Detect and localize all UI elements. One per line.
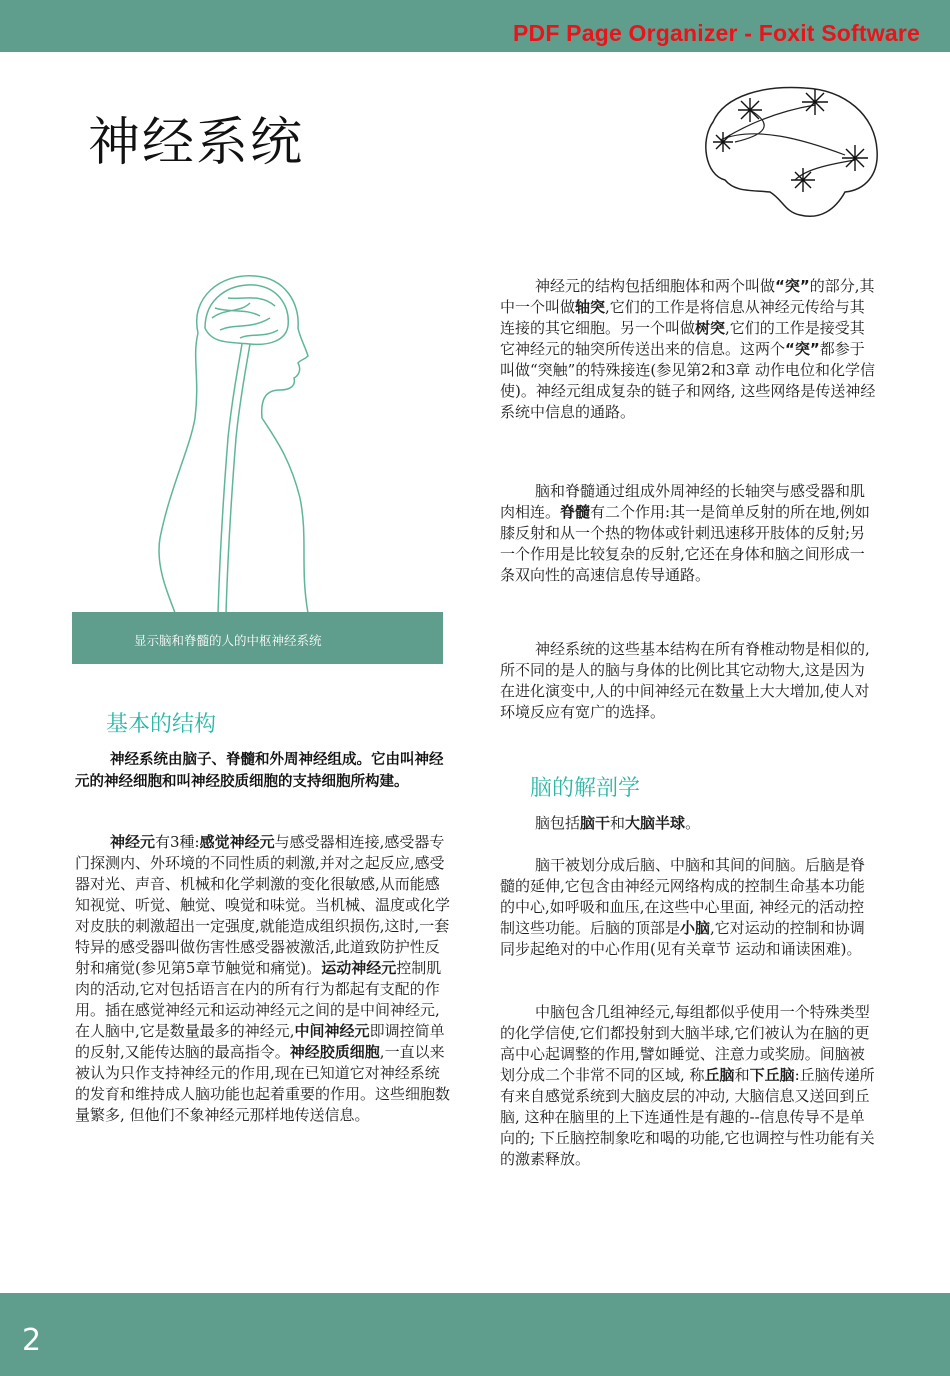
term-dendrite: 树突 <box>695 319 726 337</box>
text-run: 脑干被划分成后脑、中脑和其间的间脑。后脑是脊髓的延伸,它包含由神经元网络构成的控制生命基本功能的中心,如呼吸和血压,在这些中心里面, 神经元的活动控制这些功能。后脑的顶部是 <box>500 856 866 937</box>
intro-paragraph: 神经系统由脑子、脊髓和外周神经组成。它由叫神经元的神经细胞和叫神经胶质细胞的支持细胞所构建。 <box>75 752 444 790</box>
text-run: 和 <box>734 1066 750 1084</box>
midbrain-paragraph <box>500 1002 877 1170</box>
text-run: 有二个作用:其一是简单反射的所在地,例如膝反射和从一个热的物体或针刺迅速移开肢体的反射;另一个作用是比较复杂的反射,它还在身体和脑之间形成一条双向性的高速信息传导通路。 <box>500 503 870 584</box>
text-run: 神经系统的这些基本结构在所有脊椎动物是相似的,所不同的是人的脑与身体的比例比其它动物大,这是因为在进化演变中,人的中间神经元在数量上大大增加,使人对环境反应有宽广的选择。 <box>500 640 870 721</box>
figure-caption: 显示脑和脊髓的人的中枢神经系统 <box>72 612 443 664</box>
human-cns-illustration <box>150 268 320 618</box>
text-run: :丘脑传递所有来自感觉系统到大脑皮层的冲动, 大脑信息又送回到丘脑, 这种在脑里的上下连通性是有趣的--信息传导不是单向的; 下丘脑控制象吃和喝的功能,它也调控与性功能有关的激素释放。 <box>500 1066 875 1168</box>
text-run: 的部分,其中一个叫做 <box>500 277 875 316</box>
term-brainstem: 脑干 <box>580 814 611 832</box>
text-run: 。 <box>685 814 701 832</box>
term-cerebellum: 小脑 <box>680 919 711 937</box>
text-run: 和 <box>610 814 626 832</box>
text-run: ,它们的工作是接受其它神经元的轴突所传送出来的信息。这两个 <box>500 319 865 358</box>
text-run: ,它们的工作是将信息从神经元传给与其连接的其它细胞。另一个叫做 <box>500 298 865 337</box>
term-process: “突” <box>785 340 820 358</box>
brain-parts-paragraph <box>500 813 877 834</box>
term-hypothalamus: 下丘脑 <box>749 1066 795 1084</box>
text-run: ,它对运动的控制和协调同步起绝对的中心作用(见有关章节 运动和诵读困难)。 <box>500 919 865 958</box>
section-heading-brain-anatomy: 脑的解剖学 <box>530 776 641 801</box>
text-run: ,一直以来被认为只作支持神经元的作用,现在已知道它对神经系统的发育和维持成人脑功能也起着重要的作用。这些细胞数量繁多, 但他们不象神经元那样地传送信息。 <box>75 1043 451 1124</box>
text-run: 控制肌肉的活动,它对包括语言在内的所有行为都起有支配的作用。插在感觉神经元和运动神经元之间的是中间神经元,在人脑中,它是数量最多的神经元, <box>75 959 442 1040</box>
term-spinal-cord: 脊髓 <box>560 503 591 521</box>
term-neuron: 神经元 <box>110 833 156 851</box>
text-run: 中脑包含几组神经元,每组都似乎使用一个特殊类型的化学信使,它们都投射到大脑半球,它们被认为在脑的更高中心起调整的作用,譬如睡觉、注意力或奖励。间脑被划分成二个非常不同的区域, 称 <box>500 1003 870 1084</box>
watermark-banner: PDF Page Organizer - Foxit Software <box>512 20 920 46</box>
brainstem-paragraph <box>500 855 877 960</box>
term-sensory-neuron: 感觉神经元 <box>199 833 275 851</box>
term-thalamus: 丘脑 <box>704 1066 735 1084</box>
text-run: 即调控简单的反射,又能传达脑的最高指令。 <box>75 1022 445 1061</box>
bottom-band <box>0 1293 950 1376</box>
spinal-cord-paragraph <box>500 481 877 586</box>
text-run: 脑和脊髓通过组成外周神经的长轴突与感受器和肌肉相连。 <box>500 482 866 521</box>
page-number: 2 <box>22 1323 42 1358</box>
section-heading-basic-structure: 基本的结构 <box>106 712 217 737</box>
text-run: 都参于叫做“突触”的特殊接连(参见第2和3章 动作电位和化学信使)。神经元组成复杂的链子和网络, 这些网络是传送神经系统中信息的通路。 <box>500 340 876 421</box>
page-title: 神经系统 <box>88 113 305 173</box>
term-interneuron: 中间神经元 <box>294 1022 370 1040</box>
term-motor-neuron: 运动神经元 <box>321 959 397 977</box>
term-process: “突” <box>775 277 810 295</box>
term-cerebral-hemispheres: 大脑半球 <box>625 814 686 832</box>
text-run: 神经元的结构包括细胞体和两个叫做 <box>535 277 776 295</box>
term-glial-cell: 神经胶质细胞 <box>289 1043 380 1061</box>
text-run: 脑包括 <box>535 814 581 832</box>
neuron-types-paragraph <box>75 832 453 1126</box>
term-axon: 轴突 <box>575 298 606 316</box>
brain-neurons-illustration <box>695 80 885 220</box>
neuron-structure-paragraph <box>500 276 877 423</box>
text-run: 有3種: <box>155 833 200 851</box>
vertebrate-paragraph <box>500 639 877 723</box>
text-run: 与感受器相连接,感受器专门探测内、外环境的不同性质的刺激,并对之起反应,感受器对光、声音、机械和化学刺激的变化很敏感,从而能感知视觉、听觉、触觉、嗅觉和味觉。当机械、温度或化学对皮肤的刺激超出一定强度,就能造成组织损伤,这时,一套特异的感受器叫做伤害性感受器被激活,此道致防护性反射和痛觉(参见第5章节触觉和痛觉)。 <box>75 833 451 977</box>
